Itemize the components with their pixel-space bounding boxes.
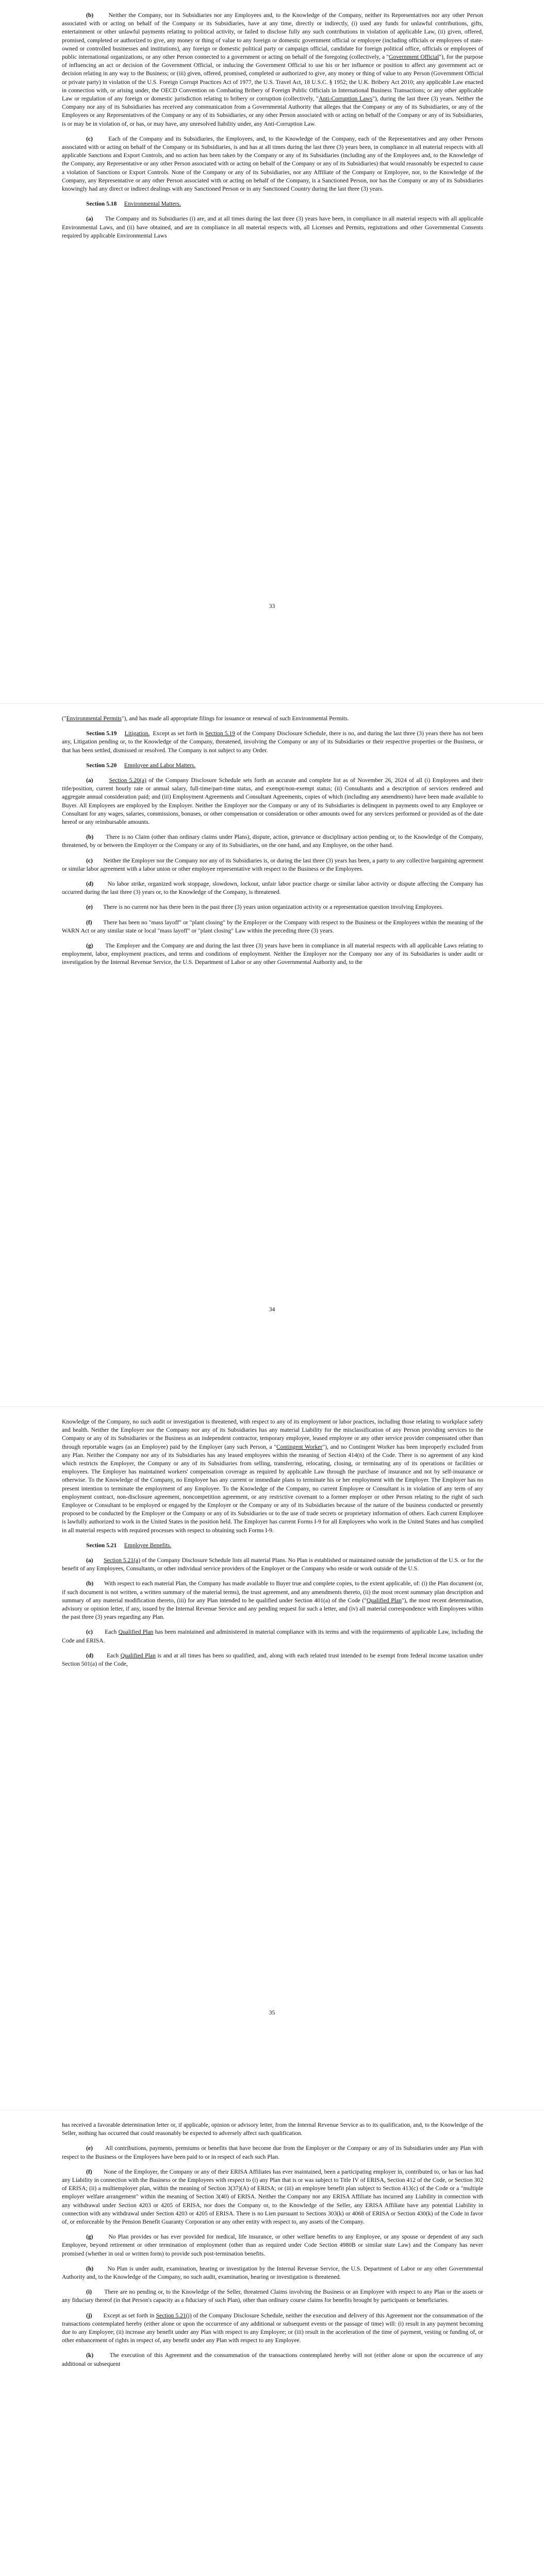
paragraph [62,1652,483,1668]
paragraph-text: No labor strike, organized work stoppage, slowdown, lockout, unfair labor practice charge or similar labor activity or dispute affecting the Company has occurred during the last three (3) years or, to the Knowledge of the Company, is threatened. [62,880,483,896]
page-body [62,715,483,974]
document-page [0,1406,544,2110]
paragraph [62,215,483,240]
page-divider [0,703,544,704]
paragraph [62,2288,483,2304]
paragraph-label: (b) [86,12,94,19]
page-body [62,11,483,247]
section-heading [62,200,483,208]
paragraph-text: There is no current nor has there been in the past three (3) years union organization activity or a representation question involving Employees. [103,904,443,911]
paragraph-label: (d) [86,880,94,888]
paragraph-text: Neither the Employer nor the Company nor any of its Subsidiaries is, or during the last three (3) years has been, a party to any collective bargaining agreement or similar labor agreement with a labor union or other employee representative with respect to the Business or the Employees. [62,857,483,872]
paragraph-label: (a) [86,1557,93,1564]
paragraph [62,2233,483,2258]
paragraph-text: Knowledge of the Company, no such audit or investigation is threatened, with respect to any of its employment or labor practices, including those relating to workplace safety and health. Neither the Employer nor the Company nor any of its Subsidiaries has any material Liability for the misclassification of any Person providing services to the Company or any of its Subsidiaries or the Business as an independent contractor, temporary employee, leased employee or any other service provider compensated other than through reportable wages (as an Employee) paid by the Employer (any such Person, a "Contingent Worker"), and no Contingent Worker has been improperly excluded from any Plan. Neither the Company nor any of its Subsidiaries has any leased employees within the meaning of Section 414(n) of the Code. There is no agreement of any kind which restricts the Employer, the Company or any of its Subsidiaries from selling, transferring, relocating, closing, or terminating any of its operations or facilities or employees. The Employer has maintained workers' compensation coverage as required by applicable Law through the purchase of insurance and not by self-insurance or otherwise. To the Knowledge of the Company, no Employee has any current or immediate plans to terminate his or her employment with the Employer. The Employer has no present intention to terminate the employment of any Employee. To the Knowledge of the Company, no current Employee or Consultant is in violation of any term of any employment contract, non-disclosure agreement, noncompetition agreement, or any restrictive covenant to a former employer or other Person relating to the right of such Employee or Consultant to be employed or engaged by the Employer or the Company or any of its Subsidiaries because of the nature of the business conducted or presently proposed to be conducted by the Employer or the Company or any of its Subsidiaries or to the use of trade secrets or proprietary information of others. Each current Employee is lawfully authorized to work in the United States in the position held. The Employer has current Forms I-9 for all Employees who work in the United States and has complied in all material respects with required processes with respect to obtaining such Forms I-9. [62,1418,483,1534]
paragraph-text: Each Qualified Plan has been maintained and administered in material compliance with its terms and with the requirements of applicable Law, including the Code and ERISA. [62,1629,484,1644]
paragraph-label: (g) [86,942,93,950]
paragraph-label: (j) [86,2312,92,2319]
paragraph-label: (b) [86,1580,94,1587]
paragraph-label: (e) [86,2145,93,2152]
document-page [0,2110,544,2576]
section-number: Section 5.21 [86,1541,117,1549]
paragraph [62,2144,483,2161]
paragraph [62,903,483,911]
paragraph-label: (g) [86,2233,93,2241]
section-number: Section 5.20 [86,761,117,769]
section-text: Except as set forth in Section 5.19 of the Company Disclosure Schedule, there is no, and during the last three (3) years there has not been any, Litigation pending or, to the Knowledge of the Company, threatened, involving the Company or any of its Subsidiaries or their respective properties or the Business, or that has been settled, dismissed or resolved. The Company is not subject to any Order. [62,730,483,754]
paragraph-label: (h) [86,2265,94,2272]
section-title: Employee and Labor Matters. [124,761,196,769]
paragraph-label: (e) [86,904,93,911]
paragraph-text: Neither the Company, nor its Subsidiaries nor any Employees and, to the Knowledge of the Company, neither its Representatives nor any other Person associated with or acting on behalf of the Company or its Subsidiaries, have at any time, directly or indirectly, (i) used any funds for unlawful contributions, gifts, entertainment or other unlawful payments relating to political activity, or failed to disclose fully any such contributions in violation of applicable Law, (ii) given, offered, promised, completed or authorized to give, any money or thing of value to any foreign or domestic government official or employee (including officials or employees of state-owned or controlled businesses and institutions), any foreign or domestic political party or campaign official, candidate for foreign political office, officials or employees of public international organizations, or any other Person connected to a government or acting on behalf of the foregoing (collectively, a "Government Official"), for the purpose of influencing an act or decision of the Government Official, or inducing the Government Official to use his or her influence or position to affect any government act or decision relating in any way to the Business; or (iii) given, offered, promised, completed or authorized to give, any money or thing of value to any Person (Government Official or private party) in violation of the U.S. Foreign Corrupt Practices Act of 1977, the U.S. Travel Act, 18 U.S.C. § 1952; the U.K. Bribery Act 2010; any applicable Law enacted in connection with, or arising under, the OECD Convention on Combating Bribery of Foreign Public Officials in International Business Transactions; or any other applicable Law or regulation of any foreign or domestic jurisdiction relating to bribery or corruption (collectively, "Anti-Corruption Laws"), during the last three (3) years. Neither the Company nor any of its Subsidiaries has received any communication from a Governmental Authority that alleges that the Company or any of its Subsidiaries, or any of the Employees or any Representatives of the Company or any of its Subsidiaries, or any other Person associated with or acting on behalf of the Company or any of its Subsidiaries, is or may be in violation of, or has, or may have, any unresolved liability under, any Anti-Corruption Law. [62,12,483,127]
paragraph [62,776,483,826]
paragraph [62,715,483,723]
paragraph [62,919,483,935]
paragraph-text: There are no pending or, to the Knowledge of the Seller, threatened Claims involving the Business or an Employee with respect to any Plan or the assets or any fiduciary thereof (in that Person's capacity as a fiduciary of such Plan), other than ordinary course claims for benefits brought by participants or beneficiaries. [62,2289,483,2304]
page-divider [0,1406,544,1407]
paragraph-text: None of the Employer, the Company or any of their ERISA Affiliates has ever maintained, been a participating employer in, contributed to, or has or has had any Liability in connection with the Business or the Employees with respect to (i) any Plan that is or was subject to Title IV of ERISA, Section 412 of the Code, or Section 302 of ERISA; (ii) a multiemployer plan, within the meaning of Section 3(37)(A) of ERISA; or (iii) an employee benefit plan subject to Section 413(c) of the Code or a "multiple employer welfare arrangement" within the meaning of Section 3(40) of ERISA. Neither the Company nor any ERISA Affiliate has incurred any Liability in connection with any withdrawal under Section 4203 or 4205 of ERISA, nor does the Company or, to the Knowledge of the Seller, any ERISA Affiliate have any potential Liability in connection with any withdrawal under Section 4203 or 4205 of ERISA. There is no Lien pursuant to Sections 303(k) or 4068 of ERISA or Section 430(k) of the Code in favor of, or enforceable by the Pension Benefit Guaranty Corporation or any other entity with respect to, any assets of the Company. [62,2168,483,2226]
paragraph-text: There has been no "mass layoff" or "plant closing" by the Employer or the Company with respect to the Business or the Employees within the meaning of the WARN Act or any similar state or local "mass layoff" or "plant closing" Law within the preceding three (3) years. [62,919,483,934]
section-heading [62,761,483,770]
paragraph-label: (c) [86,857,93,864]
paragraph [62,135,483,193]
paragraph-label: (f) [86,919,92,926]
paragraph-text: The execution of this Agreement and the consummation of the transactions contemplated hereby will not (either alone or upon the occurrence of any additional or subsequent [62,2352,484,2367]
paragraph [62,2121,483,2138]
page-body [62,1418,483,1675]
paragraph-text: No Plan provides or has ever provided for medical, life insurance, or other welfare benefits to any Employee, or any spouse or dependent of any such Employee, beyond retirement or other termination of employment (other than as required under Code Section 4980B or similar state Law) and the Company has never promised (whether in oral or written form) to provide such post-termination benefits. [62,2233,483,2257]
document-page [0,703,544,1406]
page-number: 34 [269,1306,275,1313]
paragraph-label: (k) [86,2352,94,2359]
section-title: Environmental Matters. [124,200,181,208]
paragraph [62,942,483,967]
paragraph [62,2351,483,2368]
page-number: 35 [269,2009,275,2016]
paragraph-text: No Plan is under audit, examination, hearing or investigation by the Internal Revenue Service, the U.S. Department of Labor or any other Governmental Authority and, to the Knowledge of the Company, no such audit, examination, hearing or investigation is threatened. [62,2265,483,2281]
paragraph [62,2168,483,2226]
paragraph [62,1556,483,1573]
paragraph [62,11,483,128]
paragraph-text: The Employer and the Company are and during the last three (3) years have been in compliance in all material respects with all applicable Laws relating to employment, labor, employment practices, and terms and conditions of employment. Neither the Employer nor the Company nor any of its Subsidiaries is under audit or investigation by the Internal Revenue Service, the U.S. Department of Labor or any other Governmental Authority and, to the [62,942,483,966]
page-number: 33 [269,603,275,609]
paragraph-text: All contributions, payments, premiums or benefits that have become due from the Employer or the Company or any of its Subsidiaries under any Plan with respect to the Business or the Employees have been paid to or in respect of each such Plan. [62,2145,483,2160]
paragraph-label: (a) [86,215,93,223]
section-title: Litigation. [124,730,150,737]
section-number: Section 5.19 [86,730,117,737]
document-page [0,0,544,703]
paragraph-label: (a) [86,777,93,784]
paragraph-text: ("Environmental Permits"), and has made all appropriate filings for issuance or renewal of such Environmental Permits. [62,715,349,722]
paragraph-text: Each of the Company and its Subsidiaries, the Employees, and, to the Knowledge of the Company, each of the Representatives and any other Persons associated with or acting on behalf of the Company or its Subsidiaries, is and has at all times during the last three (3) years been, in compliance in all material respects with all applicable Sanctions and Export Controls, and no action has been taken by the Company or any of its Subsidiaries (including any of the Employees and, to the Knowledge of the Company, any Representative or any other Person associated with or acting on behalf of the Company or any of its Subsidiaries) that would reasonably be expected to cause a violation of Sanctions or Export Controls. None of the Company or any of its Subsidiaries, nor any Affiliate of the Company or Employee, nor, to the Knowledge of the Company, any Representative or any other Person associated with or acting on behalf of the Company, is a Sanctioned Person, nor has the Company or any of its Subsidiaries knowingly had any direct or indirect dealings with any Sanctioned Person or in any Sanctioned Country during the last three (3) years. [62,135,484,193]
section-number: Section 5.18 [86,200,117,208]
section-title: Employee Benefits. [124,1541,172,1549]
paragraph [62,1418,483,1535]
paragraph-label: (d) [86,1652,94,1659]
page-body [62,2121,483,2375]
paragraph-text: Each Qualified Plan is and at all times has been so qualified, and, along with each related trust intended to be exempt from federal income taxation under Section 501(a) of the Code, [62,1652,483,1668]
paragraph-label: (f) [86,2168,92,2175]
paragraph-label: (c) [86,1629,93,1636]
paragraph [62,2265,483,2281]
paragraph [62,857,483,873]
section-heading [62,730,483,755]
paragraph [62,833,483,850]
section-heading [62,1541,483,1550]
paragraph-text: Section 5.20(a) of the Company Disclosure Schedule sets forth an accurate and complete list as of November 26, 2024 of all (i) Employees and their title/position, current hourly rate or annual salary, full-time/part-time status, and exempt/non-exempt status; (ii) Consultants and a description of services rendered and aggregate annual consideration paid; and (iii) Employment Agreements and Consultant Agreements, copies of which (including any amendments) have been made available to Buyer. All Employees are employed by the Employer. Neither the Employer nor the Company or any of its Subsidiaries is delinquent in payments owed to any Employee or Consultant for any wages, salaries, commissions, bonuses, or other compensation or consideration or other amounts owed for any services performed or provided as of the date hereof or any reimbursable amounts. [62,777,483,826]
paragraph-label: (b) [86,834,94,841]
paragraph-text: There is no Claim (other than ordinary claims under Plans), dispute, action, grievance or disciplinary action pending or, to the Knowledge of the Company, threatened, by or between the Employer or the Company or any of its Subsidiaries, on the one hand, and any Employee, on the other hand. [62,834,483,849]
paragraph [62,2312,483,2345]
paragraph-text: With respect to each material Plan, the Company has made available to Buyer true and complete copies, to the extent applicable, of: (i) the Plan document (or, if such document is not written, a written summary of the material terms), the trust agreement, and any amendments thereto, (ii) the most recent summary plan description and summary of any material modification thereto, (iii) for any Plan intended to be qualified under Section 401(a) of the Code ("Qualified Plan"), the most recent determination, advisory or opinion letter, if any, issued by the Internal Revenue Service and any pending request for such a letter, and (iv) all material correspondence with Employees within the past three (3) years regarding any Plan. [62,1580,483,1621]
paragraph-text: Section 5.21(a) of the Company Disclosure Schedule lists all material Plans. No Plan is established or maintained outside the jurisdiction of the U.S. or for the benefit of any Employees, Consultants, or other individual service providers of the Employer or the Company who reside or work outside of the U.S. [62,1557,483,1572]
paragraph [62,880,483,896]
paragraph-label: (i) [86,2289,92,2296]
paragraph-text: has received a favorable determination letter or, if applicable, opinion or advisory letter, from the Internal Revenue Service as to its qualification, and, to the Knowledge of the Seller, nothing has occurred that could reasonably be expected to adversely affect such qualification. [62,2122,483,2137]
paragraph [62,1580,483,1621]
paragraph-text: Except as set forth in Section 5.21(j) of the Company Disclosure Schedule, neither the execution and delivery of this Agreement nor the consummation of the transactions contemplated hereby (either alone or upon the occurrence of any additional or subsequent events or the passage of time) will: (i) result in any payment becoming due to any Employee; (ii) increase any benefit under any Plan with respect to any Employee; or (iii) result in the acceleration of the time of payment, vesting or funding of, or other enhancement of rights in respect of, any benefit under any Plan with respect to any Employee. [62,2312,484,2344]
paragraph-text: The Company and its Subsidiaries (i) are, and at all times during the last three (3) years have been, in compliance in all material respects with all applicable Environmental Laws, and (ii) have obtained, and are in compliance in all material respects with, all Licenses and Permits, registrations and other Governmental Consents required by applicable Environmental Laws [62,215,483,239]
paragraph-label: (c) [86,135,93,142]
paragraph [62,1628,483,1645]
